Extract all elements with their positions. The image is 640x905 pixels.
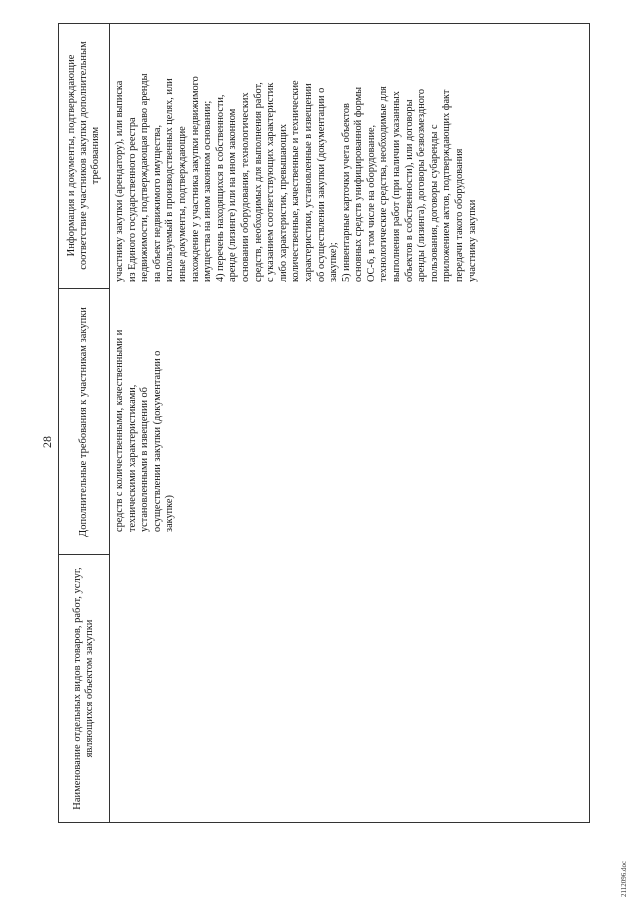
- text-line: недвижимости, подтверждающая право аренды: [139, 73, 151, 282]
- text-line: имущества на ином законном основании;: [202, 100, 214, 282]
- additional-requirements-text: [114, 330, 177, 532]
- header-divider: [109, 24, 110, 822]
- header-item-name: Наименование отдельных видов товаров, работ, услуг, являющихся объектом закупки: [72, 567, 95, 810]
- text-line: аренде (лизинге) или на ином законном: [227, 108, 239, 282]
- text-line: нахождение у участника закупки недвижимого: [189, 76, 201, 282]
- text-line: об осуществлении закупки (документации о: [315, 87, 327, 282]
- text-line: количественные, качественные и технические: [290, 80, 302, 282]
- text-line: закупке): [164, 495, 176, 532]
- text-line: участнику закупки (арендатору), или выписка: [114, 80, 125, 282]
- text-line: технологические средства, необходимые для: [378, 86, 390, 282]
- text-line: основании оборудования, технологических: [239, 92, 251, 282]
- text-line: средств, необходимых для выполнения работ,: [252, 82, 264, 282]
- text-line: средств с количественными, качественными и: [114, 329, 125, 532]
- text-line: выполнения работ (при наличии указанных: [391, 91, 403, 282]
- text-line: 4) перечень находящихся в собственности,: [214, 94, 226, 282]
- requirements-table: [58, 23, 590, 823]
- text-line: из Единого государственного реестра: [126, 117, 138, 282]
- header-additional-requirements: Дополнительные требования к участникам закупки: [78, 307, 89, 537]
- page-number: 28: [40, 436, 54, 448]
- text-line: на объект недвижимого имущества,: [151, 124, 163, 282]
- text-line: закупке);: [328, 242, 340, 282]
- header-confirming-documents: Информация и документы, подтверждающие соответствие участников закупки дополнительным требованиям: [66, 41, 101, 270]
- text-line: 5) инвентарные карточки учета объектов: [340, 103, 352, 282]
- text-line: передачи такого оборудования: [454, 148, 466, 282]
- text-line: осуществлении закупки (документации о: [151, 350, 163, 532]
- text-line: пользования, договоры субаренды с: [428, 124, 440, 282]
- text-line: приложением актов, подтверждающих факт: [441, 89, 453, 282]
- text-line: объектов в собственности), или договоры: [403, 99, 415, 282]
- text-line: характеристики, установленные в извещении: [302, 83, 314, 282]
- text-line: с указанием соответствующих характеристик: [265, 82, 277, 282]
- text-line: ОС-6, в том числе на оборудование,: [365, 124, 377, 282]
- text-line: либо характеристик, превышающих: [277, 123, 289, 282]
- confirming-documents-text: [114, 73, 479, 282]
- text-line: иные документы, подтверждающие: [176, 126, 188, 282]
- text-line: аренды (лизинга), договоры безвозмездного: [416, 89, 428, 282]
- footer-filename: 2112096.doc: [620, 860, 628, 897]
- text-line: участнику закупки: [466, 199, 478, 282]
- text-line: техническими характеристиками,: [126, 384, 138, 532]
- text-line: используемый в производственных целях, или: [164, 78, 176, 282]
- text-line: основных средств унифицированной формы: [353, 86, 365, 282]
- text-line: установленными в извещении об: [139, 387, 151, 532]
